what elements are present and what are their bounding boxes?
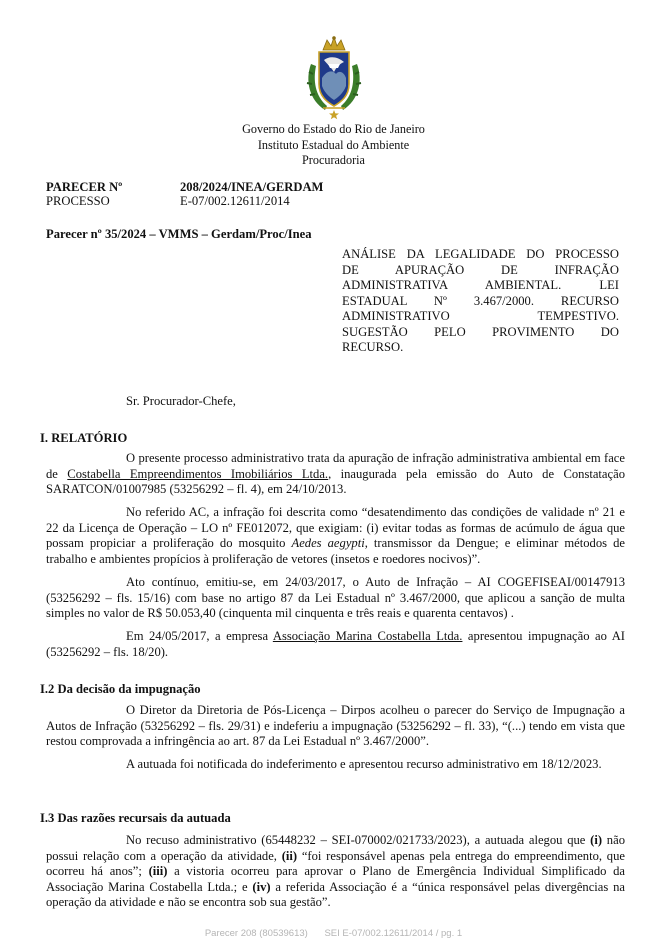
- header-institute: Instituto Estadual do Ambiente: [257, 137, 410, 152]
- institution-header: [0, 122, 667, 169]
- parecer-row: [46, 180, 446, 194]
- header-department: Procuradoria: [302, 153, 365, 167]
- paragraph: No recuso administrativo (65448232 – SEI-070002/021733/2023), a autuada alegou que (i) não possui relação com a operação da atividade, (ii) “foi responsável apenas pela entrega do empreendimento, que ocorreu há anos”; (iii) a vistoria ocorreu para aprovar o Plano de Emergência Individual Simplificado da Associação Marina Costabella Ltda.; e (iv) a referida Associação é a “única responsável pelas divergências na operação da atividade e não se encontra sob sua gestão”.: [46, 833, 626, 910]
- header-government: Governo do Estado do Rio de Janeiro: [242, 122, 425, 136]
- summary-line: ESTADUAL Nº 3.467/2000. RECURSO: [342, 293, 619, 308]
- summary-line: RECURSO.: [342, 340, 404, 354]
- footer-document-id: Parecer 208 (80539613): [204, 928, 308, 939]
- summary-line: DE APURAÇÃO DE INFRAÇÃO: [342, 262, 619, 277]
- summary-line: SUGESTÃO PELO PROVIMENTO DO: [342, 324, 619, 339]
- paragraph: O presente processo administrativo trata da apuração de infração administrativa ambiental em face de Costabella Empreendimentos Imobiliários Ltda., inaugurada pela emissão do Auto de Constatação SARATCON/01007985 (53256292 – fl. 4), em 24/10/2013.: [46, 451, 625, 497]
- paragraph: Em 24/05/2017, a empresa Associação Marina Costabella Ltda. apresentou impugnação ao AI (53256292 – fls. 18/20).: [46, 629, 625, 659]
- processo-number: E-07/002.12611/2014: [180, 194, 290, 208]
- state-coat-of-arms-logo: [303, 34, 365, 120]
- footer-process-page: SEI E-07/002.12611/2014 / pg. 1: [324, 928, 463, 939]
- ementa-summary: [342, 247, 619, 356]
- summary-line: ADMINISTRATIVO TEMPESTIVO.: [342, 309, 619, 323]
- section-heading-relatorio: I. RELATÓRIO: [40, 431, 128, 445]
- parecer-label: PARECER Nº: [46, 180, 123, 194]
- section-heading-razoes: I.3 Das razões recursais da autuada: [40, 811, 231, 825]
- summary-line: ADMINISTRATIVA AMBIENTAL. LEI: [342, 278, 619, 292]
- association-name: Associação Marina Costabella Ltda.: [272, 629, 463, 643]
- species-name: Aedes aegypti: [291, 536, 365, 551]
- parecer-number: 208/2024/INEA/GERDAM: [180, 180, 324, 194]
- paragraph: Ato contínuo, emitiu-se, em 24/03/2017, o Auto de Infração – AI COGEFISEAI/00147913 (53256292 – fls. 15/16) com base no artigo 87 da Lei Estadual nº 3.467/2000, que aplicou a sanção de multa simples no valor de R$ 50.053,40 (cinquenta mil cinquenta e três reais e quarenta centavos) .: [46, 575, 625, 621]
- processo-label: PROCESSO: [46, 194, 110, 208]
- paragraph: No referido AC, a infração foi descrita como “desatendimento das condições de validade nº 21 e 22 da Licença de Operação – LO nº FE012072, que exigiam: (i) evitar todas as formas de acúmulo de água que possam propiciar a proliferação do mosquito Aedes aegypti, transmissor da Dengue; e eliminar métodos de trabalho e ambientes propícios à proliferação de vetores (insetos e roedores nocivos)”.: [46, 505, 625, 566]
- paragraph: O Diretor da Diretoria de Pós-Licença – Dirpos acolheu o parecer do Serviço de Impugnação a Autos de Infração (53256292 – fls. 29/31) e indeferiu a impugnação (53256292 – fl. 33), “(...) tendo em vista que restou comprovada a infringência ao art. 87 da Lei Estadual nº 3.467/2000”.: [46, 703, 625, 749]
- processo-row: [46, 194, 446, 208]
- summary-line: ANÁLISE DA LEGALIDADE DO PROCESSO: [342, 247, 619, 261]
- parecer-subtitle: Parecer nº 35/2024 – VMMS – Gerdam/Proc/Inea: [46, 227, 312, 241]
- paragraph: A autuada foi notificada do indeferimento e apresentou recurso administrativo em 18/12/2023.: [126, 757, 602, 771]
- section-heading-decisao: I.2 Da decisão da impugnação: [40, 682, 201, 696]
- page-footer: [0, 928, 667, 939]
- salutation: Sr. Procurador-Chefe,: [126, 394, 236, 408]
- company-name: Costabella Empreendimentos Imobiliários Ltda.: [67, 466, 329, 481]
